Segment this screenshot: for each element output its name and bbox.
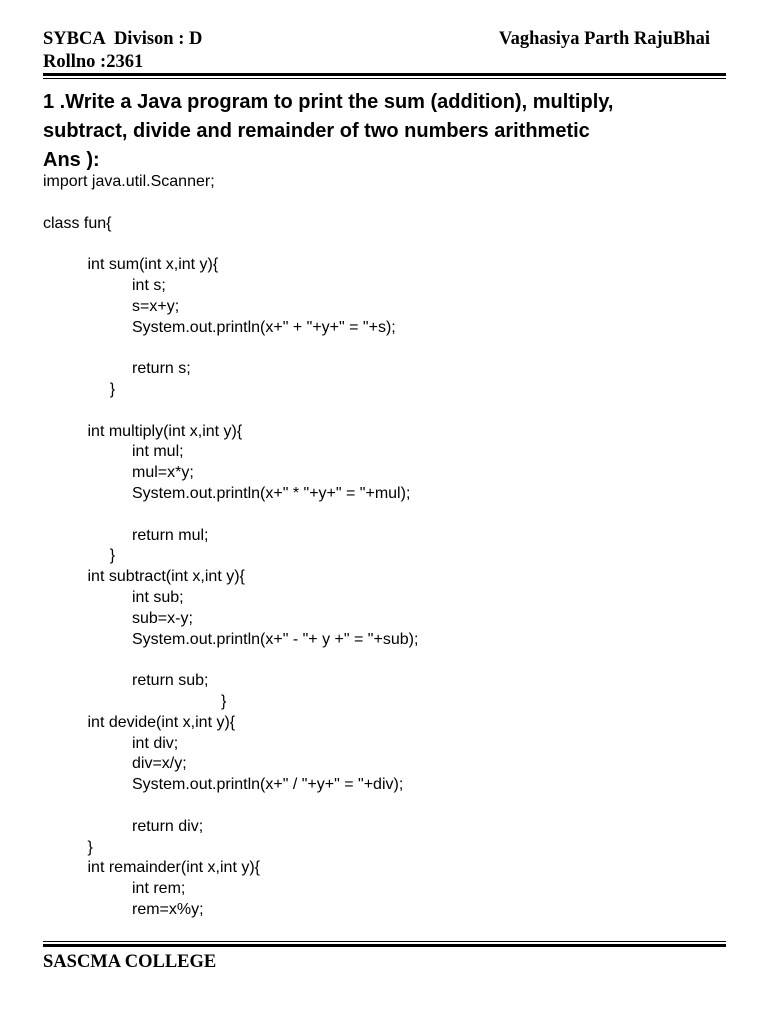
- code-line: int s;: [132, 276, 166, 294]
- answer-label: Ans ):: [43, 149, 100, 171]
- question-heading: [43, 88, 733, 175]
- header-divider-thick: [43, 73, 726, 76]
- code-line: }: [87, 838, 93, 856]
- code-listing: [43, 172, 419, 921]
- footer-divider-thick: [43, 944, 726, 947]
- code-line: sub=x-y;: [132, 609, 193, 627]
- code-line: System.out.println(x+" + "+y+" = "+s);: [132, 318, 396, 336]
- code-line: [43, 505, 329, 526]
- student-name: Vaghasiya Parth RajuBhai: [498, 29, 710, 49]
- code-line: return div;: [132, 817, 204, 835]
- header-divider-thin: [43, 78, 726, 79]
- header-left: [43, 28, 202, 74]
- code-line: [43, 796, 329, 817]
- code-line: int multiply(int x,int y){: [87, 422, 243, 440]
- roll-number: Rollno :2361: [43, 52, 144, 72]
- code-line: int div;: [132, 734, 179, 752]
- code-line: rem=x%y;: [132, 900, 204, 918]
- code-line: int rem;: [132, 880, 186, 898]
- class-division: SYBCA Divison : D: [43, 29, 203, 49]
- code-line: [43, 650, 329, 671]
- code-line: int sum(int x,int y){: [87, 256, 219, 274]
- code-line: [43, 234, 329, 255]
- code-line: mul=x*y;: [132, 464, 194, 482]
- code-line: [43, 401, 329, 422]
- code-line: System.out.println(x+" * "+y+" = "+mul);: [132, 484, 411, 502]
- code-line: s=x+y;: [132, 297, 180, 315]
- code-line: div=x/y;: [132, 755, 187, 773]
- code-line: import java.util.Scanner;: [43, 173, 215, 190]
- code-line: int sub;: [132, 588, 184, 606]
- question-line-1: 1 .Write a Java program to print the sum (addition), multiply,: [43, 91, 614, 113]
- code-line: int remainder(int x,int y){: [87, 859, 261, 877]
- code-line: int devide(int x,int y){: [87, 713, 236, 731]
- code-line: }: [109, 380, 116, 398]
- code-line: int subtract(int x,int y){: [87, 568, 245, 586]
- question-line-2: subtract, divide and remainder of two numbers arithmetic: [43, 120, 590, 142]
- code-line: return s;: [132, 360, 191, 378]
- code-line: System.out.println(x+" - "+ y +" = "+sub);: [132, 630, 419, 648]
- code-line: }: [109, 547, 116, 565]
- code-line: [43, 338, 329, 359]
- code-line: return mul;: [132, 526, 209, 544]
- code-line: [43, 193, 329, 214]
- code-line: int mul;: [132, 443, 184, 461]
- code-line: class fun{: [43, 214, 112, 232]
- college-name: SASCMA COLLEGE: [43, 952, 217, 972]
- code-line: return sub;: [132, 672, 209, 690]
- footer-divider-thin: [43, 941, 726, 942]
- code-line: }: [221, 692, 227, 710]
- code-line: System.out.println(x+" / "+y+" = "+div);: [132, 776, 404, 794]
